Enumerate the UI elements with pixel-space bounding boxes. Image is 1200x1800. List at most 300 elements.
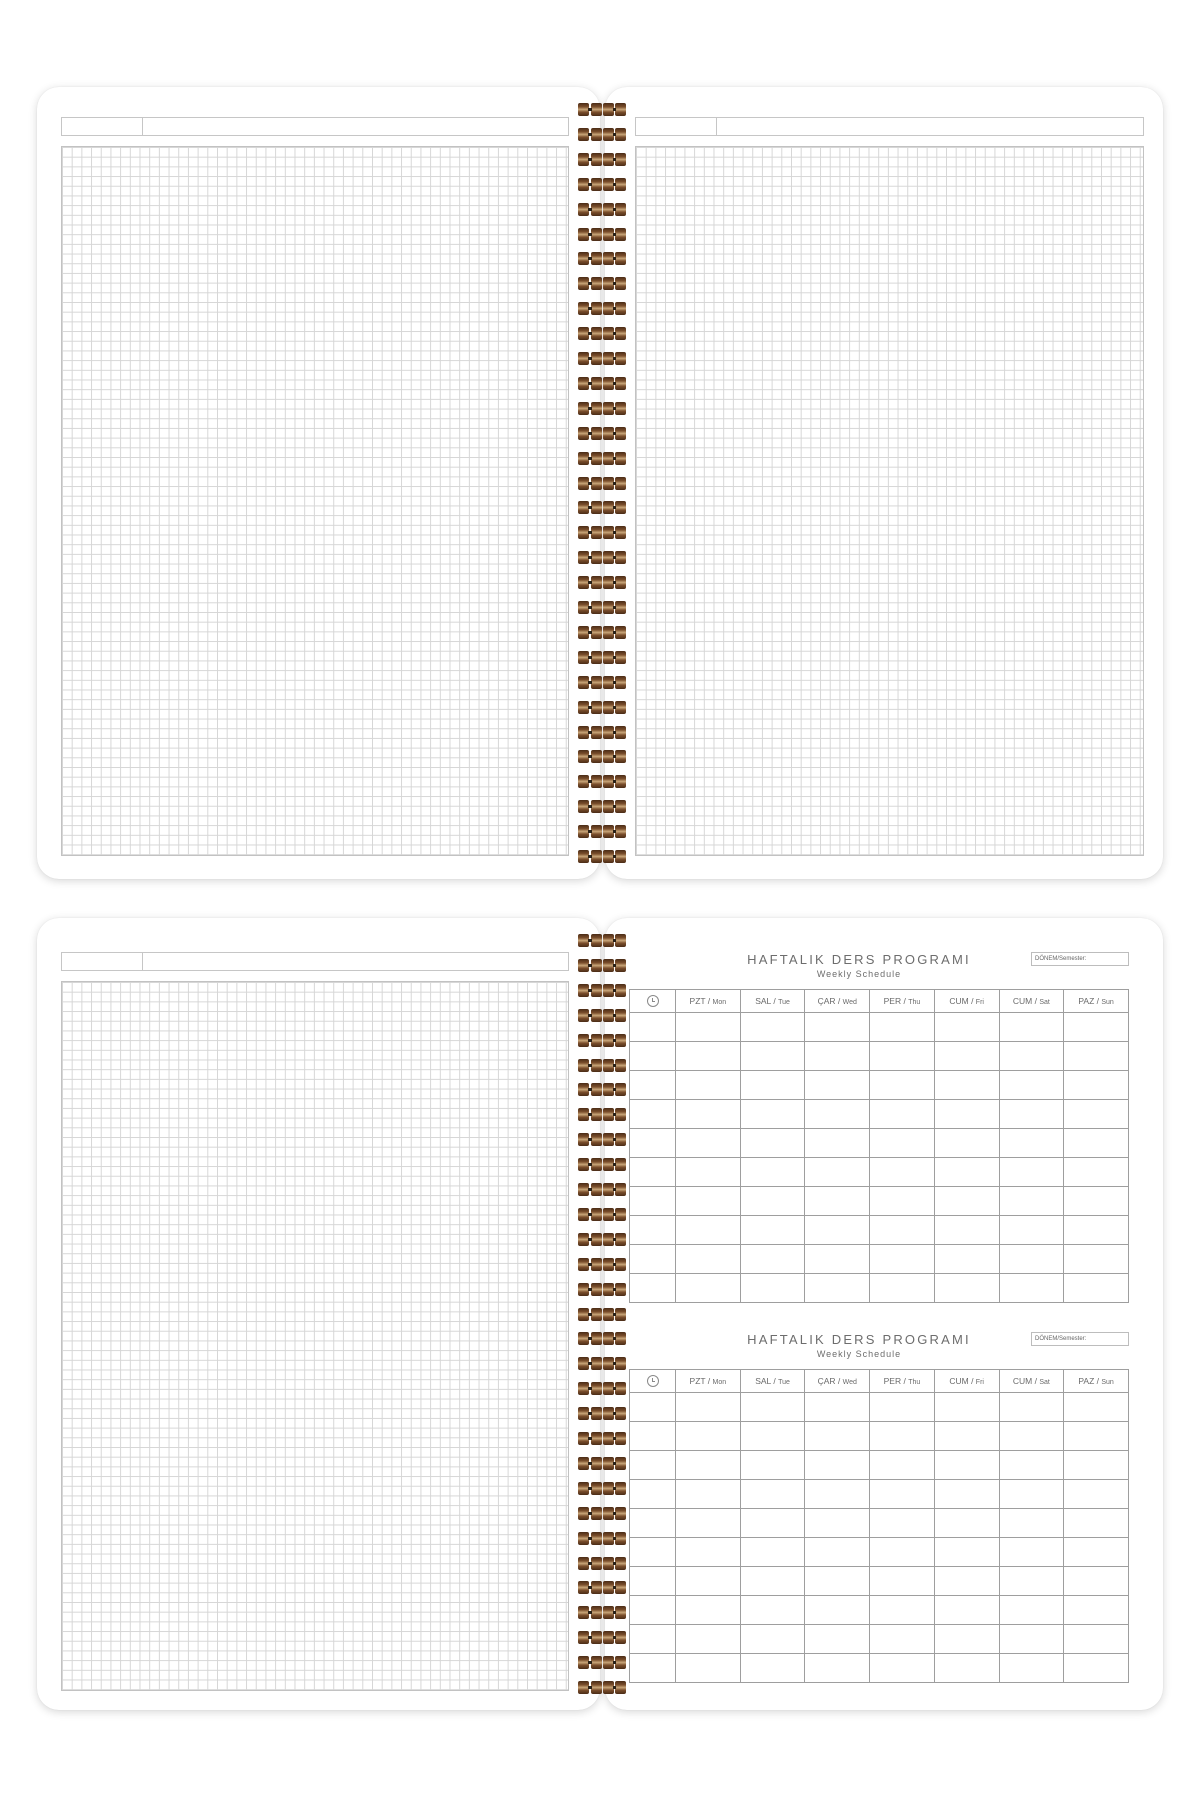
spiral-ring bbox=[575, 377, 627, 390]
schedule-cell[interactable] bbox=[870, 1187, 935, 1216]
time-cell[interactable] bbox=[630, 1654, 676, 1683]
day-label-en: Fri bbox=[975, 999, 984, 1006]
schedule-cell[interactable] bbox=[870, 1596, 935, 1625]
spiral-ring bbox=[575, 1009, 627, 1022]
spiral-ring bbox=[575, 825, 627, 838]
day-label-en: Tue bbox=[778, 999, 790, 1006]
spiral-ring bbox=[575, 651, 627, 664]
schedule-cell[interactable] bbox=[676, 1129, 741, 1158]
day-header: PZT / Mon bbox=[676, 990, 741, 1013]
schedule-cell[interactable] bbox=[805, 1013, 870, 1042]
schedule-cell[interactable] bbox=[676, 1451, 741, 1480]
schedule-cell[interactable] bbox=[676, 1422, 741, 1451]
schedule-cell[interactable] bbox=[676, 1538, 741, 1567]
spiral-ring bbox=[575, 551, 627, 564]
spiral-ring bbox=[575, 984, 627, 997]
day-label-en: Thu bbox=[908, 999, 921, 1006]
schedule-title: HAFTALIK DERS PROGRAMI bbox=[747, 952, 971, 967]
time-cell[interactable] bbox=[630, 1422, 676, 1451]
schedule-cell[interactable] bbox=[1064, 1451, 1129, 1480]
day-header: SAL / Tue bbox=[740, 990, 805, 1013]
time-cell[interactable] bbox=[630, 1538, 676, 1567]
schedule-cell[interactable] bbox=[805, 1187, 870, 1216]
schedule-header-row bbox=[630, 990, 1129, 1013]
spiral-ring bbox=[575, 1656, 627, 1669]
day-label-tr: CUM bbox=[1012, 1376, 1033, 1386]
spiral-ring bbox=[575, 1557, 627, 1570]
schedule-cell[interactable] bbox=[805, 1216, 870, 1245]
spiral-ring bbox=[575, 701, 627, 714]
schedule-cell[interactable] bbox=[1064, 1422, 1129, 1451]
schedule-cell[interactable] bbox=[934, 1625, 999, 1654]
schedule-row bbox=[630, 1274, 1129, 1303]
schedule-cell[interactable] bbox=[676, 1013, 741, 1042]
schedule-cell[interactable] bbox=[740, 1480, 805, 1509]
semester-label: DÖNEM/Semester: bbox=[1035, 1336, 1087, 1342]
time-cell[interactable] bbox=[630, 1567, 676, 1596]
spiral-ring bbox=[575, 775, 627, 788]
schedule-cell[interactable] bbox=[934, 1013, 999, 1042]
schedule-cell[interactable] bbox=[805, 1274, 870, 1303]
schedule-cell[interactable] bbox=[1064, 1538, 1129, 1567]
schedule-cell[interactable] bbox=[870, 1509, 935, 1538]
day-header: ÇAR / Wed bbox=[805, 1370, 870, 1393]
schedule-cell[interactable] bbox=[1064, 1071, 1129, 1100]
schedule-cell[interactable] bbox=[805, 1245, 870, 1274]
spiral-ring bbox=[575, 252, 627, 265]
day-label-en: Wed bbox=[842, 1379, 857, 1386]
spiral-ring bbox=[575, 1158, 627, 1171]
spiral-ring bbox=[575, 103, 627, 116]
spiral-ring bbox=[575, 1681, 627, 1694]
spiral-ring bbox=[575, 153, 627, 166]
schedule-cell[interactable] bbox=[676, 1187, 741, 1216]
top-left-page bbox=[37, 87, 600, 879]
schedule-cell[interactable] bbox=[676, 1625, 741, 1654]
schedule-cell[interactable] bbox=[1064, 1158, 1129, 1187]
schedule-cell[interactable] bbox=[870, 1158, 935, 1187]
time-column-header bbox=[630, 1370, 676, 1393]
schedule-cell[interactable] bbox=[934, 1071, 999, 1100]
day-label-en: Fri bbox=[975, 1379, 984, 1386]
spiral-ring bbox=[575, 1631, 627, 1644]
schedule-cell[interactable] bbox=[870, 1245, 935, 1274]
schedule-cell[interactable] bbox=[676, 1654, 741, 1683]
schedule-cell[interactable] bbox=[805, 1129, 870, 1158]
schedule-cell[interactable] bbox=[740, 1625, 805, 1654]
schedule-cell[interactable] bbox=[999, 1158, 1064, 1187]
time-cell[interactable] bbox=[630, 1071, 676, 1100]
day-label-tr: PAZ bbox=[1078, 1376, 1095, 1386]
spiral-ring bbox=[575, 1382, 627, 1395]
spiral-ring bbox=[575, 1606, 627, 1619]
schedule-cell[interactable] bbox=[676, 1245, 741, 1274]
time-cell[interactable] bbox=[630, 1509, 676, 1538]
day-header: CUM / Fri bbox=[934, 1370, 999, 1393]
schedule-cell[interactable] bbox=[740, 1422, 805, 1451]
schedule-cell[interactable] bbox=[740, 1538, 805, 1567]
schedule-cell[interactable] bbox=[805, 1654, 870, 1683]
schedule-cell[interactable] bbox=[805, 1393, 870, 1422]
day-header: SAL / Tue bbox=[740, 1370, 805, 1393]
time-cell[interactable] bbox=[630, 1245, 676, 1274]
spiral-ring bbox=[575, 726, 627, 739]
schedule-cell[interactable] bbox=[740, 1654, 805, 1683]
schedule-cell[interactable] bbox=[934, 1422, 999, 1451]
time-cell[interactable] bbox=[630, 1100, 676, 1129]
schedule-cell[interactable] bbox=[805, 1567, 870, 1596]
schedule-cell[interactable] bbox=[805, 1158, 870, 1187]
day-label-tr: PER bbox=[883, 996, 902, 1006]
schedule-title: HAFTALIK DERS PROGRAMI bbox=[747, 1332, 971, 1347]
schedule-cell[interactable] bbox=[805, 1451, 870, 1480]
schedule-cell[interactable] bbox=[805, 1625, 870, 1654]
schedule-cell[interactable] bbox=[934, 1567, 999, 1596]
schedule-cell[interactable] bbox=[676, 1100, 741, 1129]
schedule-cell[interactable] bbox=[870, 1129, 935, 1158]
schedule-row bbox=[630, 1013, 1129, 1042]
spiral-ring bbox=[575, 959, 627, 972]
time-cell[interactable] bbox=[630, 1625, 676, 1654]
schedule-cell[interactable] bbox=[676, 1480, 741, 1509]
schedule-cell[interactable] bbox=[805, 1509, 870, 1538]
spiral-ring bbox=[575, 1108, 627, 1121]
schedule-cell[interactable] bbox=[934, 1509, 999, 1538]
schedule-cell[interactable] bbox=[740, 1274, 805, 1303]
schedule-cell[interactable] bbox=[934, 1274, 999, 1303]
page-header-box bbox=[635, 117, 1144, 136]
schedule-cell[interactable] bbox=[934, 1654, 999, 1683]
spiral-ring bbox=[575, 1507, 627, 1520]
spiral-ring bbox=[575, 1457, 627, 1470]
schedule-cell[interactable] bbox=[999, 1567, 1064, 1596]
schedule-cell[interactable] bbox=[1064, 1129, 1129, 1158]
schedule-cell[interactable] bbox=[1064, 1187, 1129, 1216]
schedule-row bbox=[630, 1625, 1129, 1654]
day-header: CUM / Fri bbox=[934, 990, 999, 1013]
schedule-cell[interactable] bbox=[999, 1071, 1064, 1100]
schedule-cell[interactable] bbox=[999, 1245, 1064, 1274]
spiral-ring bbox=[575, 750, 627, 763]
schedule-cell[interactable] bbox=[1064, 1480, 1129, 1509]
spiral-ring bbox=[575, 1308, 627, 1321]
schedule-cell[interactable] bbox=[740, 1509, 805, 1538]
schedule-cell[interactable] bbox=[934, 1100, 999, 1129]
schedule-cell[interactable] bbox=[740, 1216, 805, 1245]
day-label-tr: PZT bbox=[689, 1376, 706, 1386]
schedule-cell[interactable] bbox=[934, 1538, 999, 1567]
schedule-cell[interactable] bbox=[740, 1013, 805, 1042]
schedule-cell[interactable] bbox=[870, 1274, 935, 1303]
day-label-en: Mon bbox=[712, 999, 727, 1006]
spiral-ring bbox=[575, 1059, 627, 1072]
schedule-cell[interactable] bbox=[999, 1654, 1064, 1683]
schedule-cell[interactable] bbox=[805, 1422, 870, 1451]
schedule-row bbox=[630, 1480, 1129, 1509]
spiral-ring bbox=[575, 1183, 627, 1196]
schedule-cell[interactable] bbox=[999, 1451, 1064, 1480]
schedule-cell[interactable] bbox=[805, 1042, 870, 1071]
spiral-ring bbox=[575, 1432, 627, 1445]
schedule-cell[interactable] bbox=[934, 1480, 999, 1509]
clock-icon bbox=[647, 1375, 659, 1387]
top-right-page bbox=[605, 87, 1163, 879]
spiral-ring bbox=[575, 427, 627, 440]
schedule-cell[interactable] bbox=[934, 1187, 999, 1216]
day-label-en: Wed bbox=[842, 999, 857, 1006]
spiral-ring bbox=[575, 1283, 627, 1296]
schedule-cell[interactable] bbox=[676, 1216, 741, 1245]
spiral-ring bbox=[575, 934, 627, 947]
schedule-row bbox=[630, 1596, 1129, 1625]
day-header: PER / Thu bbox=[870, 990, 935, 1013]
time-cell[interactable] bbox=[630, 1596, 676, 1625]
header-divider bbox=[716, 118, 717, 135]
schedule-row bbox=[630, 1451, 1129, 1480]
spiral-ring bbox=[575, 128, 627, 141]
schedule-table bbox=[629, 1369, 1129, 1683]
schedule-cell[interactable] bbox=[676, 1393, 741, 1422]
schedule-row bbox=[630, 1216, 1129, 1245]
schedule-row bbox=[630, 1187, 1129, 1216]
day-header: ÇAR / Wed bbox=[805, 990, 870, 1013]
schedule-row bbox=[630, 1100, 1129, 1129]
day-header: PZT / Mon bbox=[676, 1370, 741, 1393]
schedule-cell[interactable] bbox=[676, 1042, 741, 1071]
day-label-tr: CUM bbox=[949, 1376, 969, 1386]
time-cell[interactable] bbox=[630, 1129, 676, 1158]
spiral-ring bbox=[575, 676, 627, 689]
schedule-cell[interactable] bbox=[740, 1187, 805, 1216]
schedule-cell[interactable] bbox=[934, 1596, 999, 1625]
schedule-cell[interactable] bbox=[934, 1042, 999, 1071]
spiral-ring bbox=[575, 477, 627, 490]
schedule-cell[interactable] bbox=[934, 1158, 999, 1187]
day-label-tr: ÇAR bbox=[817, 1376, 836, 1386]
schedule-cell[interactable] bbox=[934, 1451, 999, 1480]
time-cell[interactable] bbox=[630, 1451, 676, 1480]
schedule-cell[interactable] bbox=[676, 1567, 741, 1596]
schedule-cell[interactable] bbox=[999, 1393, 1064, 1422]
schedule-cell[interactable] bbox=[870, 1100, 935, 1129]
spiral-ring bbox=[575, 1581, 627, 1594]
spiral-ring bbox=[575, 1332, 627, 1345]
schedule-row bbox=[630, 1245, 1129, 1274]
schedule-cell[interactable] bbox=[676, 1071, 741, 1100]
time-cell[interactable] bbox=[630, 1274, 676, 1303]
schedule-cell[interactable] bbox=[740, 1158, 805, 1187]
spiral-ring bbox=[575, 850, 627, 863]
bottom-left-page bbox=[37, 918, 600, 1710]
time-cell[interactable] bbox=[630, 1158, 676, 1187]
schedule-cell[interactable] bbox=[1064, 1654, 1129, 1683]
time-cell[interactable] bbox=[630, 1187, 676, 1216]
schedule-cell[interactable] bbox=[1064, 1013, 1129, 1042]
schedule-cell[interactable] bbox=[740, 1596, 805, 1625]
spiral-ring bbox=[575, 1357, 627, 1370]
day-label-en: Sun bbox=[1101, 999, 1114, 1006]
schedule-row bbox=[630, 1422, 1129, 1451]
schedule-cell[interactable] bbox=[870, 1013, 935, 1042]
spiral-ring bbox=[575, 1083, 627, 1096]
day-header: CUM / Sat bbox=[999, 990, 1064, 1013]
schedule-cell[interactable] bbox=[1064, 1625, 1129, 1654]
schedule-cell[interactable] bbox=[1064, 1393, 1129, 1422]
schedule-cell[interactable] bbox=[676, 1158, 741, 1187]
schedule-row bbox=[630, 1158, 1129, 1187]
schedule-cell[interactable] bbox=[1064, 1100, 1129, 1129]
schedule-cell[interactable] bbox=[934, 1216, 999, 1245]
schedule-cell[interactable] bbox=[1064, 1216, 1129, 1245]
day-label-tr: CUM bbox=[949, 996, 969, 1006]
schedule-cell[interactable] bbox=[999, 1013, 1064, 1042]
schedule-cell[interactable] bbox=[934, 1245, 999, 1274]
schedule-row bbox=[630, 1393, 1129, 1422]
time-cell[interactable] bbox=[630, 1042, 676, 1071]
day-label-tr: CUM bbox=[1012, 996, 1033, 1006]
schedule-subtitle: Weekly Schedule bbox=[816, 1349, 902, 1359]
grid-area bbox=[61, 981, 569, 1691]
schedule-cell[interactable] bbox=[740, 1042, 805, 1071]
spiral-ring bbox=[575, 352, 627, 365]
schedule-cell[interactable] bbox=[805, 1596, 870, 1625]
schedule-row bbox=[630, 1509, 1129, 1538]
schedule-cell[interactable] bbox=[870, 1042, 935, 1071]
spiral-ring bbox=[575, 452, 627, 465]
spiral-ring bbox=[575, 178, 627, 191]
schedule-cell[interactable] bbox=[999, 1422, 1064, 1451]
spiral-ring bbox=[575, 501, 627, 514]
schedule-cell[interactable] bbox=[805, 1071, 870, 1100]
spiral-ring bbox=[575, 1034, 627, 1047]
time-cell[interactable] bbox=[630, 1216, 676, 1245]
schedule-cell[interactable] bbox=[999, 1509, 1064, 1538]
schedule-cell[interactable] bbox=[999, 1042, 1064, 1071]
day-label-tr: PER bbox=[883, 1376, 902, 1386]
schedule-cell[interactable] bbox=[1064, 1596, 1129, 1625]
day-header: CUM / Sat bbox=[999, 1370, 1064, 1393]
bottom-right-page bbox=[605, 918, 1163, 1710]
semester-label: DÖNEM/Semester: bbox=[1035, 956, 1087, 962]
schedule-cell[interactable] bbox=[870, 1393, 935, 1422]
clock-icon bbox=[647, 995, 659, 1007]
schedule-cell[interactable] bbox=[740, 1071, 805, 1100]
schedule-cell[interactable] bbox=[999, 1596, 1064, 1625]
spiral-binding-bottom bbox=[575, 934, 627, 1694]
schedule-cell[interactable] bbox=[870, 1625, 935, 1654]
schedule-cell[interactable] bbox=[740, 1129, 805, 1158]
schedule-cell[interactable] bbox=[870, 1071, 935, 1100]
grid-area bbox=[61, 146, 569, 856]
schedule-cell[interactable] bbox=[870, 1654, 935, 1683]
schedule-cell[interactable] bbox=[740, 1451, 805, 1480]
schedule-cell[interactable] bbox=[676, 1509, 741, 1538]
schedule-cell[interactable] bbox=[999, 1129, 1064, 1158]
schedule-cell[interactable] bbox=[870, 1216, 935, 1245]
spiral-ring bbox=[575, 203, 627, 216]
schedule-cell[interactable] bbox=[999, 1216, 1064, 1245]
spiral-ring bbox=[575, 526, 627, 539]
schedule-cell[interactable] bbox=[1064, 1567, 1129, 1596]
schedule-header-row bbox=[630, 1370, 1129, 1393]
day-label-tr: PAZ bbox=[1078, 996, 1095, 1006]
day-label-en: Mon bbox=[712, 1379, 727, 1386]
spiral-ring bbox=[575, 1133, 627, 1146]
day-label-tr: PZT bbox=[689, 996, 706, 1006]
schedule-cell[interactable] bbox=[740, 1245, 805, 1274]
schedule-row bbox=[630, 1129, 1129, 1158]
schedule-table bbox=[629, 989, 1129, 1303]
schedule-row bbox=[630, 1538, 1129, 1567]
schedule-cell[interactable] bbox=[870, 1480, 935, 1509]
schedule-cell[interactable] bbox=[1064, 1042, 1129, 1071]
schedule-cell[interactable] bbox=[870, 1451, 935, 1480]
schedule-cell[interactable] bbox=[1064, 1245, 1129, 1274]
schedule-cell[interactable] bbox=[934, 1393, 999, 1422]
spiral-ring bbox=[575, 302, 627, 315]
schedule-cell[interactable] bbox=[999, 1480, 1064, 1509]
day-label-en: Sat bbox=[1039, 1379, 1050, 1386]
schedule-cell[interactable] bbox=[740, 1100, 805, 1129]
schedule-cell[interactable] bbox=[870, 1567, 935, 1596]
schedule-cell[interactable] bbox=[805, 1480, 870, 1509]
schedule-cell[interactable] bbox=[676, 1274, 741, 1303]
grid-area bbox=[635, 146, 1144, 856]
day-label-en: Tue bbox=[778, 1379, 790, 1386]
schedule-row bbox=[630, 1071, 1129, 1100]
page-header-box bbox=[61, 952, 569, 971]
time-cell[interactable] bbox=[630, 1013, 676, 1042]
page-header-box bbox=[61, 117, 569, 136]
schedule-cell[interactable] bbox=[1064, 1274, 1129, 1303]
schedule-subtitle: Weekly Schedule bbox=[816, 969, 902, 979]
day-header: PAZ / Sun bbox=[1064, 1370, 1129, 1393]
spiral-ring bbox=[575, 1407, 627, 1420]
spiral-binding-top bbox=[575, 103, 627, 863]
schedule-cell[interactable] bbox=[676, 1596, 741, 1625]
time-cell[interactable] bbox=[630, 1393, 676, 1422]
schedule-cell[interactable] bbox=[805, 1100, 870, 1129]
spiral-ring bbox=[575, 1258, 627, 1271]
schedule-cell[interactable] bbox=[805, 1538, 870, 1567]
semester-field[interactable] bbox=[1031, 952, 1129, 966]
spiral-ring bbox=[575, 327, 627, 340]
schedule-cell[interactable] bbox=[870, 1422, 935, 1451]
spiral-ring bbox=[575, 402, 627, 415]
schedule-cell[interactable] bbox=[999, 1100, 1064, 1129]
schedule-cell[interactable] bbox=[1064, 1509, 1129, 1538]
header-divider bbox=[142, 953, 143, 970]
schedule-cell[interactable] bbox=[934, 1129, 999, 1158]
spiral-ring bbox=[575, 228, 627, 241]
schedule-cell[interactable] bbox=[999, 1187, 1064, 1216]
schedule-cell[interactable] bbox=[999, 1538, 1064, 1567]
day-label-en: Sun bbox=[1101, 1379, 1114, 1386]
schedule-cell[interactable] bbox=[999, 1274, 1064, 1303]
time-column-header bbox=[630, 990, 676, 1013]
day-header: PER / Thu bbox=[870, 1370, 935, 1393]
schedule-cell[interactable] bbox=[999, 1625, 1064, 1654]
time-cell[interactable] bbox=[630, 1480, 676, 1509]
schedule-cell[interactable] bbox=[870, 1538, 935, 1567]
schedule-cell[interactable] bbox=[740, 1393, 805, 1422]
spiral-ring bbox=[575, 601, 627, 614]
day-label-en: Thu bbox=[908, 1379, 921, 1386]
spiral-ring bbox=[575, 1208, 627, 1221]
schedule-cell[interactable] bbox=[740, 1567, 805, 1596]
semester-field[interactable] bbox=[1031, 1332, 1129, 1346]
day-label-tr: SAL bbox=[755, 996, 771, 1006]
